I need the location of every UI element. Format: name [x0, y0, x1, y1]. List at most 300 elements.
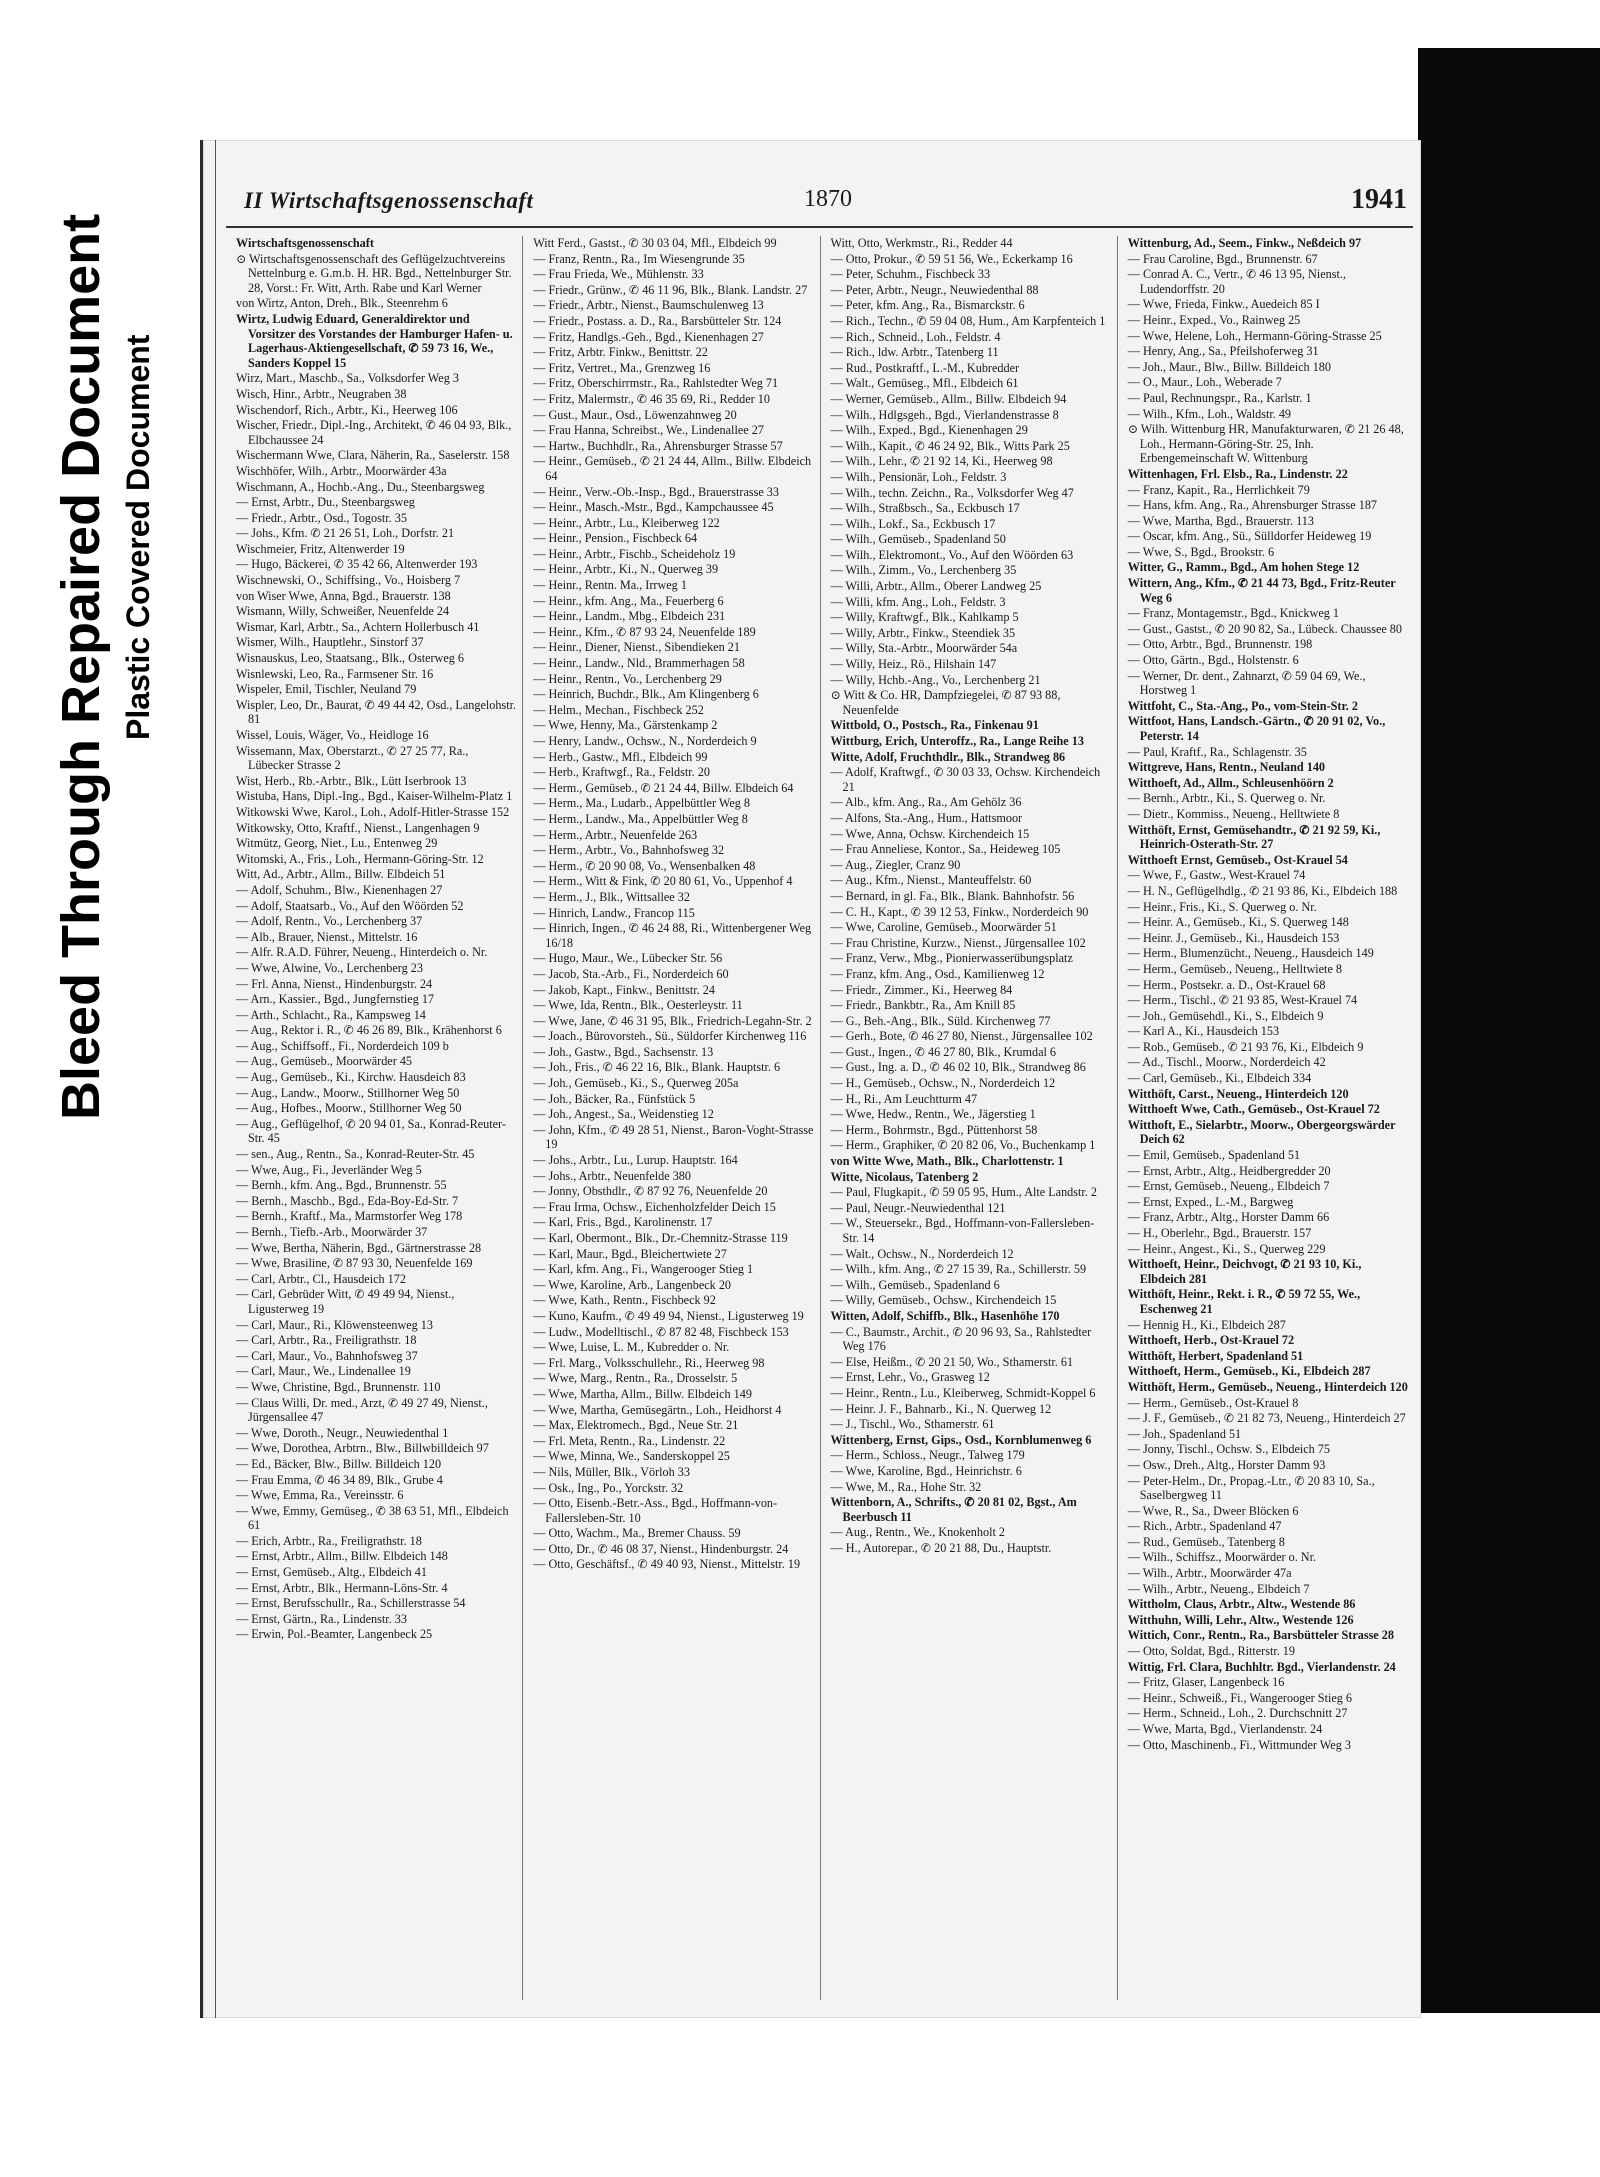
- directory-entry: — Wilh., Arbtr., Moorwärder 47a: [1127, 1566, 1292, 1581]
- directory-entry: — Rud., Postkraftf., L.-M., Kubredder: [830, 360, 1020, 375]
- directory-entry: — Herm., Ma., Ludarb., Appelbüttler Weg 8: [533, 796, 751, 811]
- directory-entry: — Wwe, Marg., Rentn., Ra., Drosselstr. 5: [533, 1371, 738, 1386]
- column-3: [825, 236, 1118, 2000]
- directory-entry: Wismar, Karl, Arbtr., Sa., Achtern Hollerbusch 41: [236, 619, 480, 634]
- directory-entry: Witthoeft Wwe, Cath., Gemüseb., Ost-Krauel 72: [1127, 1102, 1380, 1117]
- directory-entry: Wirz, Mart., Maschb., Sa., Volksdorfer Weg 3: [236, 371, 459, 386]
- directory-entry: — Ernst, Gemüseb., Neueng., Elbdeich 7: [1127, 1179, 1330, 1194]
- listing-columns: [230, 236, 1415, 2000]
- directory-entry: — Werner, Gemüseb., Allm., Billw. Elbdeich 94: [830, 391, 1067, 406]
- directory-entry: — Walt., Gemüseg., Mfl., Elbdeich 61: [830, 376, 1019, 391]
- directory-entry: — Bernard, in gl. Fa., Blk., Blank. Bahnhofstr. 56: [830, 888, 1075, 903]
- directory-entry: — John, Kfm., ✆ 49 28 51, Nienst., Baron-Voght-Strasse 19: [533, 1122, 814, 1152]
- directory-entry: — Wwe, Jane, ✆ 46 31 95, Blk., Friedrich-Legahn-Str. 2: [533, 1013, 812, 1028]
- directory-entry: — Wwe, Brasiline, ✆ 87 93 30, Neuenfelde 169: [236, 1256, 473, 1271]
- directory-entry: — Frau Irma, Ochsw., Eichenholzfelder Deich 15: [533, 1199, 776, 1214]
- directory-entry: — Paul, Neugr.-Neuwiedenthal 121: [830, 1200, 1006, 1215]
- directory-entry: — Heinr., Landw., Nld., Brammerhagen 58: [533, 656, 745, 671]
- directory-entry: — Carl, Maur., We., Lindenallee 19: [236, 1364, 411, 1379]
- directory-entry: Wissemann, Max, Oberstarzt., ✆ 27 25 77, Ra., Lübecker Strasse 2: [236, 743, 469, 773]
- directory-entry: — Ed., Bäcker, Blw., Billw. Billdeich 120: [236, 1456, 442, 1471]
- column-1: [230, 236, 523, 2000]
- directory-entry: — Herm., Arbtr., Vo., Bahnhofsweg 32: [533, 843, 725, 858]
- directory-entry: — Jonny, Tischl., Ochsw. S., Elbdeich 75: [1127, 1442, 1330, 1457]
- directory-entry: — Aug., Kfm., Nienst., Manteuffelstr. 60: [830, 873, 1032, 888]
- directory-entry: — Frau Anneliese, Kontor., Sa., Heideweg 105: [830, 842, 1061, 857]
- directory-entry: Witten, Adolf, Schiffb., Blk., Hasenhöhe 170: [830, 1308, 1060, 1323]
- directory-entry: — Wwe, R., Sa., Dweer Blöcken 6: [1127, 1503, 1299, 1518]
- directory-entry: — Alfr. R.A.D. Führer, Neueng., Hinterdeich o. Nr.: [236, 945, 488, 960]
- directory-entry: — Friedr., Bankbtr., Ra., Am Knill 85: [830, 998, 1016, 1013]
- directory-entry: — Wilh., techn. Zeichn., Ra., Volksdorfer Weg 47: [830, 485, 1074, 500]
- directory-entry: — Karl, Fris., Bgd., Karolinenstr. 17: [533, 1215, 713, 1230]
- directory-entry: — Aug., Rektor i. R., ✆ 46 26 89, Blk., Krähenhorst 6: [236, 1023, 502, 1038]
- directory-entry: Wispler, Leo, Dr., Baurat, ✆ 49 44 42, Osd., Langelohstr. 81: [236, 697, 517, 727]
- directory-entry: — G., Beh.-Ang., Blk., Süld. Kirchenweg 77: [830, 1013, 1051, 1028]
- directory-entry: Witt Ferd., Gastst., ✆ 30 03 04, Mfl., Elbdeich 99: [533, 236, 777, 250]
- directory-entry: — Otto, Wachm., Ma., Bremer Chauss. 59: [533, 1526, 741, 1541]
- directory-entry: Wirtschaftsgenossenschaft: [236, 236, 374, 250]
- directory-entry: Wischmeier, Fritz, Altenwerder 19: [236, 541, 405, 556]
- directory-entry: — Wwe, Anna, Ochsw. Kirchendeich 15: [830, 826, 1030, 841]
- directory-entry: — Ernst, Arbtr., Altg., Heidbergredder 20: [1127, 1163, 1331, 1178]
- directory-entry: — Wwe, Martha, Bgd., Brauerstr. 113: [1127, 513, 1314, 528]
- directory-entry: — Wwe, Christine, Bgd., Brunnenstr. 110: [236, 1379, 441, 1394]
- directory-entry: — Willi, kfm. Ang., Loh., Feldstr. 3: [830, 594, 1006, 609]
- directory-entry: — C., Baumstr., Archit., ✆ 20 96 93, Sa., Rahlstedter Weg 176: [830, 1324, 1092, 1354]
- directory-entry: — Heinr., Diener, Nienst., Sibendieken 21: [533, 640, 740, 655]
- directory-entry: — Ernst, Arbtr., Blk., Hermann-Löns-Str. 4: [236, 1580, 448, 1595]
- directory-entry: — Aug., Schiffsoff., Fi., Norderdeich 109 b: [236, 1038, 449, 1053]
- directory-entry: — Franz, Kapit., Ra., Herrlichkeit 79: [1127, 482, 1310, 497]
- directory-entry: — Friedr., Arbtr., Nienst., Baumschulenweg 13: [533, 298, 764, 313]
- directory-entry: Witthöft, Heinr., Rekt. i. R., ✆ 59 72 55, We., Eschenweg 21: [1127, 1287, 1361, 1316]
- header-rule: [226, 226, 1413, 228]
- directory-entry: — Herm., Gemüseb., ✆ 21 24 44, Billw. Elbdeich 64: [533, 780, 794, 795]
- directory-entry: — Otto, Eisenb.-Betr.-Ass., Bgd., Hoffmann-von-Fallersleben-Str. 10: [533, 1496, 778, 1525]
- directory-entry: — Rich., ldw. Arbtr., Tatenberg 11: [830, 345, 999, 360]
- directory-entry: — H. N., Geflügelhdlg., ✆ 21 93 86, Ki., Elbdeich 188: [1127, 883, 1398, 898]
- directory-entry: Wissel, Louis, Wäger, Vo., Heidloge 16: [236, 728, 429, 742]
- directory-entry: — Aug., Ziegler, Cranz 90: [830, 857, 961, 872]
- directory-entry: — Paul, Rechnungspr., Ra., Karlstr. 1: [1127, 390, 1312, 405]
- directory-entry: — Ludw., Modelltischl., ✆ 87 82 48, Fischbeck 153: [533, 1324, 789, 1339]
- directory-entry: — Wilh., kfm. Ang., ✆ 27 15 39, Ra., Schillerstr. 59: [830, 1262, 1087, 1277]
- directory-entry: — Adolf, Schuhm., Blw., Kienenhagen 27: [236, 882, 443, 897]
- directory-entry: von Wiser Wwe, Anna, Bgd., Brauerstr. 138: [236, 588, 451, 603]
- directory-entry: — H., Autorepar., ✆ 20 21 88, Du., Hauptstr.: [830, 1540, 1052, 1555]
- directory-entry: Wittholm, Claus, Arbtr., Altw., Westende 86: [1127, 1597, 1356, 1612]
- directory-entry: — Fritz, Vertret., Ma., Grenzweg 16: [533, 360, 711, 375]
- directory-entry: Witkowski Wwe, Karol., Loh., Adolf-Hitler-Strasse 152: [236, 804, 510, 819]
- directory-entry: — Wwe, Emma, Ra., Vereinsstr. 6: [236, 1488, 404, 1503]
- directory-entry: — Friedr., Postass. a. D., Ra., Barsbütteler Str. 124: [533, 313, 782, 328]
- directory-entry: — Osk., Ing., Po., Yorckstr. 32: [533, 1480, 684, 1495]
- directory-entry: — Fritz, Handlgs.-Geh., Bgd., Kienenhagen 27: [533, 329, 764, 344]
- directory-entry: — Alb., Brauer, Nienst., Mittelstr. 16: [236, 929, 418, 944]
- directory-entry: — Gerh., Bote, ✆ 46 27 80, Nienst., Jürgensallee 102: [830, 1029, 1093, 1044]
- directory-entry: Witmütz, Georg, Niet., Lu., Entenweg 29: [236, 836, 438, 851]
- directory-entry: — Carl, Gemüseb., Ki., Elbdeich 334: [1127, 1071, 1312, 1086]
- directory-entry: — Ernst, Gemüseb., Altg., Elbdeich 41: [236, 1565, 427, 1580]
- directory-entry: — Herb., Kraftwgf., Ra., Feldstr. 20: [533, 765, 710, 780]
- directory-entry: — Nils, Müller, Blk., Vörloh 33: [533, 1464, 690, 1479]
- directory-entry: — Carl, Maur., Vo., Bahnhofsweg 37: [236, 1348, 418, 1363]
- directory-entry: — Wwe, F., Gastw., West-Krauel 74: [1127, 868, 1306, 883]
- directory-entry: — Heinr., Angest., Ki., S., Querweg 229: [1127, 1241, 1326, 1256]
- directory-entry: — Heinr., Landm., Mbg., Elbdeich 231: [533, 609, 726, 624]
- directory-entry: — Wwe, Ida, Rentn., Blk., Oesterleystr. 11: [533, 998, 743, 1013]
- directory-entry: — Wwe, Bertha, Näherin, Bgd., Gärtnerstrasse 28: [236, 1240, 482, 1255]
- directory-entry: — Peter, Schuhm., Fischbeck 33: [830, 267, 991, 282]
- directory-entry: — Fritz, Malermstr., ✆ 46 35 69, Ri., Redder 10: [533, 391, 770, 406]
- directory-entry: Witthoeft Ernst, Gemüseb., Ost-Krauel 54: [1127, 852, 1348, 867]
- directory-entry: — Erich, Arbtr., Ra., Freiligrathstr. 18: [236, 1533, 422, 1548]
- directory-entry: — Rich., Techn., ✆ 59 04 08, Hum., Am Karpfenteich 1: [830, 313, 1106, 328]
- directory-entry: Wittenborn, A., Schrifts., ✆ 20 81 02, Bgst., Am Beerbusch 11: [830, 1495, 1077, 1524]
- directory-entry: — Franz, Verw., Mbg., Pionierwasserübungsplatz: [830, 951, 1073, 966]
- directory-entry: Witthuhn, Willi, Lehr., Altw., Westende 126: [1127, 1612, 1354, 1627]
- directory-entry: — Joh., Fris., ✆ 46 22 16, Blk., Blank. Hauptstr. 6: [533, 1060, 781, 1075]
- directory-entry: Witthöft, Carst., Neueng., Hinterdeich 120: [1127, 1086, 1349, 1101]
- directory-entry: — Wwe, Martha, Gemüsegärtn., Loh., Heidhorst 4: [533, 1402, 782, 1417]
- directory-entry: — Max, Elektromech., Bgd., Neue Str. 21: [533, 1418, 739, 1433]
- directory-entry: — Wwe, Caroline, Gemüseb., Moorwärder 51: [830, 920, 1057, 935]
- directory-entry: Wittburg, Erich, Unteroffz., Ra., Lange Reihe 13: [830, 734, 1084, 748]
- directory-entry: — Wilh., Pensionär, Loh., Feldstr. 3: [830, 469, 1007, 484]
- directory-entry: — Otto, Gärtn., Bgd., Holstenstr. 6: [1127, 653, 1299, 668]
- bleed-through-label: Bleed Through Repaired Document: [51, 213, 111, 1120]
- directory-entry: — Ad., Tischl., Moorw., Norderdeich 42: [1127, 1055, 1326, 1070]
- directory-entry: — Rich., Arbtr., Spadenland 47: [1127, 1519, 1282, 1534]
- directory-entry: — Herm., Landw., Ma., Appelbüttler Weg 8: [533, 811, 748, 826]
- directory-entry: — Ernst, Arbtr., Du., Steenbargsweg: [236, 495, 415, 510]
- directory-entry: — Arn., Kassier., Bgd., Jungfernstieg 17: [236, 992, 435, 1007]
- page-number: 1870: [804, 186, 852, 212]
- directory-entry: — Frl. Meta, Rentn., Ra., Lindenstr. 22: [533, 1433, 726, 1448]
- directory-entry: — H., Oberlehr., Bgd., Brauerstr. 157: [1127, 1226, 1312, 1240]
- directory-entry: — Heinr., Kfm., ✆ 87 93 24, Neuenfelde 189: [533, 624, 756, 639]
- directory-entry: — Friedr., Zimmer., Ki., Heerweg 84: [830, 982, 1013, 997]
- directory-entry: — Herm., Arbtr., Neuenfelde 263: [533, 827, 698, 842]
- directory-entry: — Hinrich, Landw., Francop 115: [533, 905, 695, 920]
- directory-entry: — Herm., Gemüseb., Ost-Krauel 8: [1127, 1395, 1299, 1410]
- directory-entry: — Herm., Bohrmstr., Bgd., Püttenhorst 58: [830, 1122, 1038, 1137]
- directory-entry: — Bernh., Kraftf., Ma., Marmstorfer Weg 178: [236, 1209, 463, 1224]
- directory-entry: — Johs., Kfm. ✆ 21 26 51, Loh., Dorfstr. 21: [236, 526, 455, 541]
- directory-entry: Witthoeft, Herb., Ost-Krauel 72: [1127, 1333, 1295, 1348]
- directory-entry: — Hugo, Maur., We., Lübecker Str. 56: [533, 951, 723, 966]
- directory-entry: — Henry, Ang., Sa., Pfeilshoferweg 31: [1127, 344, 1319, 359]
- directory-entry: — Franz, Montagemstr., Bgd., Knickweg 1: [1127, 606, 1339, 621]
- directory-entry: — Hartw., Buchhdlr., Ra., Ahrensburger Strasse 57: [533, 438, 783, 453]
- directory-entry: Witomski, A., Fris., Loh., Hermann-Göring-Str. 12: [236, 851, 484, 866]
- directory-entry: — Willy, Gemüseb., Ochsw., Kirchendeich 15: [830, 1293, 1057, 1308]
- directory-entry: — Frau Frieda, We., Mühlenstr. 33: [533, 267, 704, 282]
- directory-entry: — Else, Heißm., ✆ 20 21 50, Wo., Sthamerstr. 61: [830, 1354, 1074, 1369]
- directory-entry: — Joh., Gemüsehdl., Ki., S., Elbdeich 9: [1127, 1008, 1324, 1023]
- directory-entry: Witthöft, Herbert, Spadenland 51: [1127, 1348, 1304, 1363]
- directory-entry: — Aug., Geflügelhof, ✆ 20 94 01, Sa., Konrad-Reuter-Str. 45: [236, 1116, 506, 1146]
- directory-entry: — Joh., Spadenland 51: [1127, 1426, 1242, 1441]
- directory-entry: — Joh., Angest., Sa., Weidenstieg 12: [533, 1107, 714, 1122]
- directory-entry: — Wilh., Kapit., ✆ 46 24 92, Blk., Witts Park 25: [830, 438, 1070, 453]
- directory-entry: — Rud., Gemüseb., Tatenberg 8: [1127, 1534, 1285, 1549]
- directory-entry: — Heinrich, Buchdr., Blk., Am Klingenberg 6: [533, 687, 759, 702]
- directory-entry: — Carl, Maur., Ri., Klöwensteenweg 13: [236, 1317, 433, 1332]
- directory-entry: — Willy, Arbtr., Finkw., Steendiek 35: [830, 625, 1016, 640]
- directory-entry: — Jonny, Obsthdlr., ✆ 87 92 76, Neuenfelde 20: [533, 1184, 768, 1199]
- directory-entry: — Heinr., Arbtr., Lu., Kleiberweg 122: [533, 515, 720, 530]
- directory-entry: — Wwe, Minna, We., Sanderskoppel 25: [533, 1449, 730, 1464]
- directory-entry: — Ernst, Gärtn., Ra., Lindenstr. 33: [236, 1611, 407, 1626]
- directory-entry: Wismer, Wilh., Hauptlehr., Sinstorf 37: [236, 635, 424, 650]
- directory-entry: — Franz, Arbtr., Altg., Horster Damm 66: [1127, 1210, 1330, 1225]
- directory-entry: Witkowsky, Otto, Kraftf., Nienst., Langenhagen 9: [236, 820, 480, 835]
- directory-entry: Wittgreve, Hans, Rentn., Neuland 140: [1127, 760, 1326, 775]
- directory-entry: — Paul, Kraftf., Ra., Schlagenstr. 35: [1127, 744, 1307, 759]
- directory-entry: — Bernh., Arbtr., Ki., S. Querweg o. Nr.: [1127, 791, 1326, 806]
- directory-entry: — Ernst, Berufsschullr., Ra., Schillerstrasse 54: [236, 1596, 466, 1611]
- directory-entry: — Wilh., Hdlgsgeh., Bgd., Vierlandenstrasse 8: [830, 407, 1059, 422]
- directory-entry: — Adolf, Kraftwgf., ✆ 30 03 33, Ochsw. Kirchendeich 21: [830, 765, 1101, 794]
- directory-entry: Wittfoot, Hans, Landsch.-Gärtn., ✆ 20 91 02, Vo., Peterstr. 14: [1127, 714, 1386, 743]
- directory-entry: — Jacob, Sta.-Arb., Fi., Norderdeich 60: [533, 966, 729, 981]
- directory-entry: Wittenburg, Ad., Seem., Finkw., Neßdeich 97: [1127, 236, 1362, 250]
- directory-entry: — Wwe, Dorothea, Arbtrn., Blw., Billwbilldeich 97: [236, 1441, 489, 1456]
- directory-entry: Wisnauskus, Leo, Staatsang., Blk., Osterweg 6: [236, 651, 464, 666]
- column-2: [527, 236, 820, 2000]
- directory-entry: — Osw., Dreh., Altg., Horster Damm 93: [1127, 1457, 1326, 1472]
- directory-entry: — Aug., Gemüseb., Ki., Kirchw. Hausdeich 83: [236, 1070, 466, 1085]
- directory-entry: — Jakob, Kapt., Finkw., Benittstr. 24: [533, 982, 715, 997]
- directory-entry: — Herm., Gemüseb., Neueng., Helltwiete 8: [1127, 961, 1342, 976]
- directory-entry: — Aug., Gemüseb., Moorwärder 45: [236, 1054, 413, 1069]
- directory-entry: — Helm., Mechan., Fischbeck 252: [533, 702, 704, 717]
- directory-entry: Wisch, Hinr., Arbtr., Neugraben 38: [236, 386, 407, 401]
- directory-page: [200, 140, 1421, 2018]
- directory-entry: — Joach., Bürovorsteh., Sü., Süldorfer Kirchenweg 116: [533, 1029, 807, 1044]
- directory-entry: — Hugo, Bäckerei, ✆ 35 42 66, Altenwerder 193: [236, 557, 478, 572]
- directory-entry: — Joh., Gastw., Bgd., Sachsenstr. 13: [533, 1044, 714, 1059]
- directory-entry: — Claus Willi, Dr. med., Arzt, ✆ 49 27 49, Nienst., Jürgensallee 47: [236, 1395, 488, 1425]
- directory-entry: — Heinr., Fris., Ki., S. Querweg o. Nr.: [1127, 899, 1317, 914]
- directory-entry: — Hinrich, Ingen., ✆ 46 24 88, Ri., Wittenbergener Weg 16/18: [533, 921, 812, 950]
- directory-entry: — Herm., Graphiker, ✆ 20 82 06, Vo., Buchenkamp 1: [830, 1138, 1096, 1153]
- directory-entry: Witthöft, Ernst, Gemüsehandtr., ✆ 21 92 59, Ki., Heinrich-Osterath-Str. 27: [1127, 822, 1381, 852]
- directory-entry: — Rob., Gemüseb., ✆ 21 93 76, Ki., Elbdeich 9: [1127, 1039, 1364, 1054]
- directory-entry: — Gust., Ingen., ✆ 46 27 80, Blk., Krumdal 6: [830, 1044, 1057, 1059]
- directory-entry: — Carl, Gebrüder Witt, ✆ 49 49 94, Nienst., Ligusterweg 19: [236, 1287, 455, 1316]
- scanner-edge-bar: [1418, 48, 1600, 2013]
- directory-entry: — Alfons, Sta.-Ang., Hum., Hattsmoor: [830, 810, 1023, 825]
- directory-entry: — Wilh., Zimm., Vo., Lerchenberg 35: [830, 563, 1017, 578]
- directory-entry: — Wilh., Exped., Bgd., Kienenhagen 29: [830, 423, 1028, 438]
- directory-entry: — Bernh., Tiefb.-Arb., Moorwärder 37: [236, 1225, 428, 1239]
- directory-entry: — Otto, Arbtr., Bgd., Brunnenstr. 198: [1127, 637, 1313, 652]
- directory-entry: ⊙ Wilh. Wittenburg HR, Manufakturwaren, ✆ 21 26 48, Loh., Hermann-Göring-Str. 25, Inh. Erbengemeinschaft W. Wittenburg: [1127, 422, 1404, 466]
- directory-entry: Wischhöfer, Wilh., Arbtr., Moorwärder 43a: [236, 463, 447, 478]
- directory-entry: — Adolf, Rentn., Vo., Lerchenberg 37: [236, 914, 423, 929]
- directory-entry: Wittenberg, Ernst, Gips., Osd., Kornblumenweg 6: [830, 1432, 1092, 1447]
- directory-entry: — Willy, Sta.-Arbtr., Moorwärder 54a: [830, 641, 1018, 656]
- directory-entry: Wittern, Ang., Kfm., ✆ 21 44 73, Bgd., Fritz-Reuter Weg 6: [1127, 576, 1396, 605]
- directory-entry: — Erwin, Pol.-Beamter, Langenbeck 25: [236, 1627, 433, 1642]
- directory-entry: Wischermann Wwe, Clara, Näherin, Ra., Saselerstr. 158: [236, 448, 510, 463]
- directory-entry: — Wwe, Frieda, Finkw., Auedeich 85 I: [1127, 297, 1320, 312]
- directory-entry: Wismann, Willy, Schweißer, Neuenfelde 24: [236, 604, 450, 619]
- directory-entry: — Carl, Arbtr., Ra., Freiligrathstr. 18: [236, 1333, 417, 1348]
- directory-entry: Wittenhagen, Frl. Elsb., Ra., Lindenstr. 22: [1127, 466, 1348, 481]
- directory-entry: — Heinr. J., Gemüseb., Ki., Hausdeich 153: [1127, 930, 1340, 945]
- directory-entry: — Heinr., Exped., Vo., Rainweg 25: [1127, 312, 1301, 327]
- directory-entry: — Frau Hanna, Schreibst., We., Lindenallee 27: [533, 423, 764, 438]
- directory-entry: Wischnewski, O., Schiffsing., Vo., Hoisberg 7: [236, 573, 461, 588]
- section-title: II Wirtschaftsgenossenschaft: [244, 188, 534, 213]
- directory-entry: Witthoeft, Ad., Allm., Schleusenhöörn 2: [1127, 775, 1334, 790]
- directory-entry: — Heinr., Arbtr., Ki., N., Querweg 39: [533, 562, 719, 577]
- directory-entry: — Alb., kfm. Ang., Ra., Am Gehölz 36: [830, 795, 1022, 810]
- directory-entry: Wist, Herb., Rb.-Arbtr., Blk., Lütt Iserbrook 13: [236, 773, 467, 788]
- directory-entry: — Ernst, Exped., L.-M., Bargweg: [1127, 1194, 1294, 1209]
- directory-entry: — Herm., J., Blk., Wittsallee 32: [533, 889, 690, 904]
- directory-entry: — Wwe, Martha, Allm., Billw. Elbdeich 149: [533, 1386, 752, 1401]
- directory-entry: — Franz, kfm. Ang., Osd., Kamilienweg 12: [830, 966, 1045, 981]
- directory-entry: — Friedr., Grünw., ✆ 46 11 96, Blk., Blank. Landstr. 27: [533, 282, 808, 297]
- directory-entry: Witte, Nicolaus, Tatenberg 2: [830, 1169, 979, 1184]
- directory-entry: Witthöft, Herm., Gemüseb., Neueng., Hinterdeich 120: [1127, 1379, 1408, 1394]
- directory-entry: — Heinr., Masch.-Mstr., Bgd., Kampchaussee 45: [533, 500, 774, 515]
- directory-entry: — Karl, Obermont., Blk., Dr.-Chemnitz-Strasse 119: [533, 1231, 788, 1245]
- directory-entry: — Heinr., Verw.-Ob.-Insp., Bgd., Brauerstrasse 33: [533, 484, 779, 499]
- directory-entry: — Dietr., Kommiss., Neueng., Helltwiete 8: [1127, 806, 1340, 821]
- directory-entry: — Karl, kfm. Ang., Fi., Wangerooger Stieg 1: [533, 1262, 754, 1277]
- directory-entry: — Wwe, Helene, Loh., Hermann-Göring-Strasse 25: [1127, 328, 1382, 343]
- directory-entry: — Fritz, Glaser, Langenbeck 16: [1127, 1675, 1285, 1690]
- directory-entry: Wistuba, Hans, Dipl.-Ing., Bgd., Kaiser-Wilhelm-Platz 1: [236, 789, 513, 804]
- directory-entry: — Otto, Geschäftsf., ✆ 49 40 93, Nienst., Mittelstr. 19: [533, 1557, 801, 1572]
- directory-entry: — Fritz, Arbtr. Finkw., Benittstr. 22: [533, 345, 708, 360]
- directory-entry: — Walt., Ochsw., N., Norderdeich 12: [830, 1246, 1014, 1261]
- directory-entry: — Oscar, kfm. Ang., Sü., Sülldorfer Heideweg 19: [1127, 529, 1372, 544]
- directory-entry: Witter, G., Ramm., Bgd., Am hohen Stege 12: [1127, 560, 1360, 575]
- directory-entry: — Herm., Schneid., Loh., 2. Durchschnitt 27: [1127, 1706, 1348, 1721]
- directory-entry: — Heinr., Rentn., Lu., Kleiberweg, Schmidt-Koppel 6: [830, 1385, 1096, 1400]
- directory-entry: — Ernst, Lehr., Vo., Grasweg 12: [830, 1370, 990, 1385]
- directory-entry: — Otto, Soldat, Bgd., Ritterstr. 19: [1127, 1644, 1295, 1659]
- directory-entry: ⊙ Witt & Co. HR, Dampfziegelei, ✆ 87 93 88, Neuenfelde: [830, 688, 1061, 717]
- directory-entry: — Frau Christine, Kurzw., Nienst., Jürgensallee 102: [830, 935, 1086, 950]
- directory-entry: — Wwe, Kath., Rentn., Fischbeck 92: [533, 1293, 716, 1308]
- directory-entry: Wisnlewski, Leo, Ra., Farmsener Str. 16: [236, 666, 434, 681]
- directory-entry: — Heinr., Rentn., Vo., Lerchenberg 29: [533, 671, 722, 686]
- directory-entry: — Bernh., Maschb., Bgd., Eda-Boy-Ed-Str. 7: [236, 1193, 459, 1208]
- directory-entry: — Wwe, Karoline, Bgd., Heinrichstr. 6: [830, 1463, 1022, 1478]
- directory-entry: — Heinr., kfm. Ang., Ma., Feuerberg 6: [533, 593, 724, 608]
- directory-entry: — Franz, Rentn., Ra., Im Wiesengrunde 35: [533, 251, 745, 266]
- directory-entry: — Herm., ✆ 20 90 08, Vo., Wensenbalken 48: [533, 858, 756, 873]
- directory-entry: Witt, Ad., Arbtr., Allm., Billw. Elbdeich 51: [236, 867, 446, 882]
- directory-entry: von Wirtz, Anton, Dreh., Blk., Steenrehm 6: [236, 296, 448, 311]
- directory-entry: ⊙ Wirtschaftsgenossenschaft des Geflügelzuchtvereins Nettelnburg e. G.m.b. H. HR. Bgd., Nettelnburger Str. 28, Vorst.: Fr. Witt, Arth. Rabe und Karl Werner: [236, 251, 512, 295]
- directory-entry: — Heinr. J. F., Bahnarb., Ki., N. Querweg 12: [830, 1401, 1052, 1416]
- directory-entry: — Herm., Witt & Fink, ✆ 20 80 61, Vo., Uppenhof 4: [533, 874, 793, 889]
- directory-entry: Wischmann, A., Hochb.-Ang., Du., Steenbargsweg: [236, 479, 485, 494]
- directory-entry: Witthoeft, Herm., Gemüseb., Ki., Elbdeich 287: [1127, 1364, 1371, 1379]
- directory-entry: Wittbold, O., Postsch., Ra., Finkenau 91: [830, 718, 1039, 733]
- directory-entry: — Joh., Bäcker, Ra., Fünfstück 5: [533, 1091, 696, 1106]
- directory-entry: — Hennig H., Ki., Elbdeich 287: [1127, 1317, 1286, 1332]
- directory-entry: Witt, Otto, Werkmstr., Ri., Redder 44: [830, 236, 1013, 250]
- directory-entry: — Willy, Kraftwgf., Blk., Kahlkamp 5: [830, 610, 1019, 625]
- directory-entry: — Wilh., Arbtr., Neueng., Elbdeich 7: [1127, 1581, 1310, 1596]
- page-header: [216, 182, 1413, 222]
- directory-entry: — C. H., Kapt., ✆ 39 12 53, Finkw., Norderdeich 90: [830, 904, 1089, 919]
- directory-entry: — Wwe, Alwine, Vo., Lerchenberg 23: [236, 960, 423, 975]
- directory-entry: — Aug., Hofbes., Moorw., Stillhorner Weg 50: [236, 1101, 462, 1116]
- directory-entry: — Frau Emma, ✆ 46 34 89, Blk., Grube 4: [236, 1472, 443, 1487]
- directory-entry: — Heinr., Pension., Fischbeck 64: [533, 531, 698, 546]
- directory-entry: — Otto, Maschinenb., Fi., Wittmunder Weg 3: [1127, 1737, 1351, 1752]
- directory-entry: — Hans, kfm. Ang., Ra., Ahrensburger Strasse 187: [1127, 498, 1378, 513]
- directory-entry: — Wilh., Straßbsch., Sa., Eckbusch 17: [830, 501, 1020, 516]
- directory-entry: — Wwe, Marta, Bgd., Vierlandenstr. 24: [1127, 1722, 1323, 1736]
- directory-entry: — O., Maur., Loh., Weberade 7: [1127, 375, 1282, 390]
- directory-entry: — Otto, Dr., ✆ 46 08 37, Nienst., Hindenburgstr. 24: [533, 1541, 789, 1556]
- directory-entry: — Wwe, Doroth., Neugr., Neuwiedenthal 1: [236, 1425, 449, 1440]
- directory-entry: Wittfoht, C., Sta.-Ang., Po., vom-Stein-Str. 2: [1127, 698, 1358, 713]
- directory-entry: — Wwe, Luise, L. M., Kubredder o. Nr.: [533, 1340, 730, 1355]
- directory-entry: — Herm., Postsekr. a. D., Ost-Krauel 68: [1127, 977, 1326, 992]
- directory-entry: — Heinr., Rentn. Ma., Irrweg 1: [533, 578, 687, 593]
- directory-entry: — Heinr., Schweiß., Fi., Wangerooger Stieg 6: [1127, 1690, 1352, 1705]
- directory-entry: von Witte Wwe, Math., Blk., Charlottenstr. 1: [830, 1154, 1064, 1169]
- directory-entry: — Johs., Arbtr., Neuenfelde 380: [533, 1168, 691, 1183]
- directory-entry: — Wilh., Lehr., ✆ 21 92 14, Ki., Heerweg 98: [830, 454, 1053, 469]
- directory-entry: — Wwe, S., Bgd., Brookstr. 6: [1127, 544, 1275, 559]
- page-content: [215, 140, 1421, 2018]
- directory-entry: — Bernh., kfm. Ang., Bgd., Brunnenstr. 55: [236, 1178, 447, 1193]
- directory-entry: — Fritz, Oberschirrmstr., Ra., Rahlstedter Weg 71: [533, 376, 779, 391]
- directory-entry: Witthoft, E., Sielarbtr., Moorw., Obergeorgswärder Deich 62: [1127, 1117, 1396, 1147]
- directory-entry: Wirtz, Ludwig Eduard, Generaldirektor und Vorsitzer des Vorstandes der Hamburger Hafen- u. Lagerhaus-Aktiengesellschaft, ✆ 59 73 16, We., Sanders Koppel 15: [236, 311, 513, 370]
- directory-entry: — Willy, Heiz., Rö., Hilshain 147: [830, 657, 997, 672]
- directory-entry: — Kuno, Kaufm., ✆ 49 49 94, Nienst., Ligusterweg 19: [533, 1308, 804, 1323]
- column-4: [1122, 236, 1415, 2000]
- directory-entry: — Willy, Hchb.-Ang., Vo., Lerchenberg 21: [830, 672, 1041, 687]
- directory-entry: Wischer, Friedr., Dipl.-Ing., Architekt, ✆ 46 04 93, Blk., Elbchaussee 24: [236, 418, 512, 447]
- directory-entry: — Herm., Tischl., ✆ 21 93 85, West-Krauel 74: [1127, 993, 1358, 1008]
- directory-entry: — Willi, Arbtr., Allm., Oberer Landweg 25: [830, 579, 1042, 594]
- directory-entry: — Frl. Anna, Nienst., Hindenburgstr. 24: [236, 976, 433, 991]
- directory-entry: — Johs., Arbtr., Lu., Lurup. Hauptstr. 164: [533, 1153, 738, 1168]
- directory-entry: — Joh., Gemüseb., Ki., S., Querweg 205a: [533, 1076, 739, 1091]
- directory-entry: — J. F., Gemüseb., ✆ 21 82 73, Neueng., Hinterdeich 27: [1127, 1411, 1406, 1426]
- directory-entry: — Peter-Helm., Dr., Propag.-Ltr., ✆ 20 83 10, Sa., Saselbergweg 11: [1127, 1473, 1375, 1503]
- directory-entry: Wittig, Frl. Clara, Buchhltr. Bgd., Vierlandenstr. 24: [1127, 1659, 1396, 1674]
- directory-entry: — Wilh., Gemüseb., Spadenland 50: [830, 532, 1006, 547]
- directory-entry: — Gust., Maur., Osd., Löwenzahnweg 20: [533, 407, 737, 422]
- directory-entry: — Herb., Gastw., Mfl., Elbdeich 99: [533, 749, 708, 764]
- directory-entry: — Heinr. A., Gemüseb., Ki., S. Querweg 148: [1127, 915, 1349, 930]
- directory-entry: — Wilh., Gemüseb., Spadenland 6: [830, 1277, 1000, 1292]
- directory-entry: — Wilh., Schiffsz., Moorwärder o. Nr.: [1127, 1550, 1317, 1565]
- directory-entry: — Wwe, Karoline, Arb., Langenbeck 20: [533, 1277, 732, 1292]
- directory-entry: — Wilh., Lokf., Sa., Eckbusch 17: [830, 516, 996, 531]
- directory-entry: — J., Tischl., Wo., Sthamerstr. 61: [830, 1417, 995, 1432]
- directory-entry: — Paul, Flugkapit., ✆ 59 05 95, Hum., Alte Landstr. 2: [830, 1185, 1097, 1200]
- directory-entry: — Conrad A. C., Vertr., ✆ 46 13 95, Nienst., Ludendorffstr. 20: [1127, 267, 1346, 296]
